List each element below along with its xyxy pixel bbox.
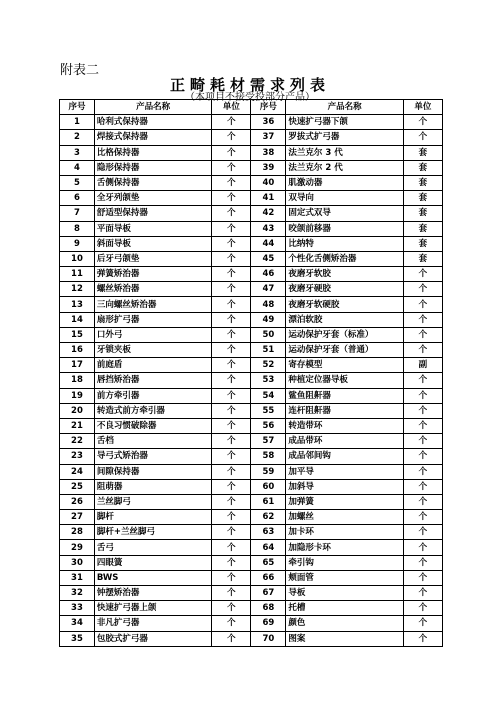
product-name-cell: 钟摆矫治器 xyxy=(94,586,211,601)
document-subtitle: （本项目不接受投部分产品） xyxy=(185,92,315,103)
product-name-cell: 导弓式矫治器 xyxy=(94,449,211,464)
seq-cell: 34 xyxy=(60,616,95,631)
seq-cell: 13 xyxy=(60,297,95,312)
table-row xyxy=(60,267,443,282)
seq-cell: 59 xyxy=(251,464,286,479)
product-name-cell: 唇挡矫治器 xyxy=(94,373,211,388)
seq-cell: 14 xyxy=(60,312,95,327)
seq-cell: 16 xyxy=(60,343,95,358)
table-header-row xyxy=(60,100,443,115)
unit-cell: 个 xyxy=(212,130,251,145)
table-body xyxy=(60,115,443,647)
table-row xyxy=(60,479,443,494)
product-name-cell: 成品邻间钩 xyxy=(286,449,403,464)
unit-cell: 个 xyxy=(403,297,442,312)
seq-cell: 66 xyxy=(251,570,286,585)
unit-cell: 个 xyxy=(403,570,442,585)
unit-cell: 个 xyxy=(403,282,442,297)
seq-cell: 38 xyxy=(251,145,286,160)
seq-cell: 42 xyxy=(251,206,286,221)
unit-cell: 套 xyxy=(403,160,442,175)
seq-cell: 15 xyxy=(60,327,95,342)
table-row xyxy=(60,403,443,418)
unit-cell: 个 xyxy=(212,540,251,555)
unit-cell: 个 xyxy=(403,418,442,433)
seq-cell: 68 xyxy=(251,601,286,616)
unit-cell: 个 xyxy=(212,373,251,388)
unit-cell: 个 xyxy=(212,358,251,373)
product-name-cell: 转造式前方牵引器 xyxy=(94,403,211,418)
unit-cell: 个 xyxy=(212,327,251,342)
product-name-cell: 螺丝矫治器 xyxy=(94,282,211,297)
unit-cell: 个 xyxy=(212,343,251,358)
table-row xyxy=(60,191,443,206)
header-seq-left: 序号 xyxy=(60,100,95,115)
table-row xyxy=(60,312,443,327)
seq-cell: 10 xyxy=(60,251,95,266)
unit-cell: 个 xyxy=(212,145,251,160)
product-name-cell: 舒适型保持器 xyxy=(94,206,211,221)
product-name-cell: 导板 xyxy=(286,586,403,601)
unit-cell: 个 xyxy=(212,449,251,464)
seq-cell: 25 xyxy=(60,479,95,494)
unit-cell: 套 xyxy=(403,221,442,236)
table-row xyxy=(60,449,443,464)
unit-cell: 个 xyxy=(403,343,442,358)
seq-cell: 32 xyxy=(60,586,95,601)
seq-cell: 29 xyxy=(60,540,95,555)
seq-cell: 37 xyxy=(251,130,286,145)
seq-cell: 70 xyxy=(251,631,286,646)
product-name-cell: 阻萌器 xyxy=(94,479,211,494)
seq-cell: 52 xyxy=(251,358,286,373)
table-row xyxy=(60,343,443,358)
product-name-cell: 寄存模型 xyxy=(286,358,403,373)
unit-cell: 个 xyxy=(403,479,442,494)
product-name-cell: 牵引钩 xyxy=(286,555,403,570)
seq-cell: 20 xyxy=(60,403,95,418)
product-name-cell: 弹簧矫治器 xyxy=(94,267,211,282)
product-name-cell: 四眼簧 xyxy=(94,555,211,570)
seq-cell: 48 xyxy=(251,297,286,312)
unit-cell: 个 xyxy=(212,251,251,266)
unit-cell: 个 xyxy=(212,601,251,616)
table-row xyxy=(60,586,443,601)
unit-cell: 个 xyxy=(403,449,442,464)
product-name-cell: 不良习惯破除器 xyxy=(94,418,211,433)
product-name-cell: 加弹簧 xyxy=(286,494,403,509)
seq-cell: 8 xyxy=(60,221,95,236)
product-name-cell: 固定式双导 xyxy=(286,206,403,221)
product-name-cell: 比纳特 xyxy=(286,236,403,251)
product-name-cell: 连杆阻鼾器 xyxy=(286,403,403,418)
table-row xyxy=(60,175,443,190)
seq-cell: 50 xyxy=(251,327,286,342)
product-name-cell: 牙锁夹板 xyxy=(94,343,211,358)
seq-cell: 30 xyxy=(60,555,95,570)
unit-cell: 个 xyxy=(403,388,442,403)
unit-cell: 个 xyxy=(403,601,442,616)
product-name-cell: 漂泊软胶 xyxy=(286,312,403,327)
product-name-cell: 运动保护牙套（标准） xyxy=(286,327,403,342)
product-name-cell: 鲨鱼阻鼾器 xyxy=(286,388,403,403)
seq-cell: 2 xyxy=(60,130,95,145)
seq-cell: 17 xyxy=(60,358,95,373)
seq-cell: 27 xyxy=(60,510,95,525)
unit-cell: 个 xyxy=(403,631,442,646)
product-name-cell: 前庭盾 xyxy=(94,358,211,373)
unit-cell: 套 xyxy=(403,206,442,221)
product-name-cell: 颜色 xyxy=(286,616,403,631)
product-name-cell: 转造带环 xyxy=(286,418,403,433)
seq-cell: 23 xyxy=(60,449,95,464)
table-row xyxy=(60,388,443,403)
seq-cell: 18 xyxy=(60,373,95,388)
product-name-cell: 快速扩弓器下颌 xyxy=(286,115,403,130)
product-name-cell: 个性化舌侧矫治器 xyxy=(286,251,403,266)
unit-cell: 个 xyxy=(212,494,251,509)
product-name-cell: 快速扩弓器上颌 xyxy=(94,601,211,616)
product-name-cell: 种植定位器导板 xyxy=(286,373,403,388)
unit-cell: 个 xyxy=(212,510,251,525)
seq-cell: 67 xyxy=(251,586,286,601)
seq-cell: 56 xyxy=(251,418,286,433)
unit-cell: 个 xyxy=(212,160,251,175)
table-row xyxy=(60,434,443,449)
product-name-cell: 哈利式保持器 xyxy=(94,115,211,130)
seq-cell: 24 xyxy=(60,464,95,479)
product-name-cell: 加卡环 xyxy=(286,525,403,540)
table-row xyxy=(60,631,443,646)
unit-cell: 个 xyxy=(403,267,442,282)
seq-cell: 69 xyxy=(251,616,286,631)
product-name-cell: 加螺丝 xyxy=(286,510,403,525)
table-row xyxy=(60,282,443,297)
product-name-cell: 舌侧保持器 xyxy=(94,175,211,190)
product-name-cell: 双导向 xyxy=(286,191,403,206)
table-row xyxy=(60,616,443,631)
unit-cell: 个 xyxy=(212,175,251,190)
unit-cell: 个 xyxy=(212,206,251,221)
unit-cell: 个 xyxy=(212,586,251,601)
seq-cell: 62 xyxy=(251,510,286,525)
product-name-cell: 罗拔式扩弓器 xyxy=(286,130,403,145)
table-row xyxy=(60,115,443,130)
table-row xyxy=(60,251,443,266)
unit-cell: 个 xyxy=(403,586,442,601)
table-row xyxy=(60,464,443,479)
seq-cell: 55 xyxy=(251,403,286,418)
seq-cell: 58 xyxy=(251,449,286,464)
header-unit-right: 单位 xyxy=(403,100,442,115)
product-name-cell: 运动保护牙套（普通） xyxy=(286,343,403,358)
unit-cell: 个 xyxy=(403,327,442,342)
table-row xyxy=(60,327,443,342)
seq-cell: 9 xyxy=(60,236,95,251)
table-row xyxy=(60,418,443,433)
table-row xyxy=(60,160,443,175)
seq-cell: 57 xyxy=(251,434,286,449)
seq-cell: 4 xyxy=(60,160,95,175)
seq-cell: 6 xyxy=(60,191,95,206)
product-name-cell: 焊接式保持器 xyxy=(94,130,211,145)
product-name-cell: 加斜导 xyxy=(286,479,403,494)
requirements-table xyxy=(59,99,443,647)
unit-cell: 个 xyxy=(403,464,442,479)
product-name-cell: 平面导板 xyxy=(94,221,211,236)
unit-cell: 副 xyxy=(403,358,442,373)
table-row xyxy=(60,297,443,312)
seq-cell: 61 xyxy=(251,494,286,509)
unit-cell: 个 xyxy=(212,236,251,251)
unit-cell: 个 xyxy=(212,388,251,403)
table-row xyxy=(60,494,443,509)
product-name-cell: 扇形扩弓器 xyxy=(94,312,211,327)
unit-cell: 套 xyxy=(403,191,442,206)
table-row xyxy=(60,206,443,221)
product-name-cell: 颊面管 xyxy=(286,570,403,585)
product-name-cell: 图案 xyxy=(286,631,403,646)
product-name-cell: 三向螺丝矫治器 xyxy=(94,297,211,312)
unit-cell: 个 xyxy=(212,267,251,282)
unit-cell: 个 xyxy=(403,616,442,631)
seq-cell: 60 xyxy=(251,479,286,494)
seq-cell: 36 xyxy=(251,115,286,130)
product-name-cell: 非凡扩弓器 xyxy=(94,616,211,631)
unit-cell: 个 xyxy=(212,631,251,646)
seq-cell: 19 xyxy=(60,388,95,403)
header-seq-right: 序号 xyxy=(251,100,286,115)
unit-cell: 个 xyxy=(212,418,251,433)
header-name-left: 产品名称 xyxy=(94,100,211,115)
product-name-cell: 全牙列颌垫 xyxy=(94,191,211,206)
header-name-right: 产品名称 xyxy=(286,100,403,115)
unit-cell: 个 xyxy=(212,115,251,130)
seq-cell: 46 xyxy=(251,267,286,282)
unit-cell: 个 xyxy=(212,525,251,540)
unit-cell: 套 xyxy=(403,251,442,266)
unit-cell: 个 xyxy=(212,555,251,570)
table-row xyxy=(60,540,443,555)
unit-cell: 个 xyxy=(403,312,442,327)
document-title: 正畸耗材需求列表 xyxy=(169,76,330,94)
product-name-cell: 法兰克尔 2 代 xyxy=(286,160,403,175)
seq-cell: 26 xyxy=(60,494,95,509)
seq-cell: 7 xyxy=(60,206,95,221)
unit-cell: 个 xyxy=(212,434,251,449)
product-name-cell: 肌激动器 xyxy=(286,175,403,190)
seq-cell: 45 xyxy=(251,251,286,266)
product-name-cell: 成品带环 xyxy=(286,434,403,449)
product-name-cell: 脚杆 xyxy=(94,510,211,525)
unit-cell: 套 xyxy=(403,145,442,160)
product-name-cell: 包胶式扩弓器 xyxy=(94,631,211,646)
product-name-cell: 兰丝脚弓 xyxy=(94,494,211,509)
seq-cell: 21 xyxy=(60,418,95,433)
seq-cell: 44 xyxy=(251,236,286,251)
unit-cell: 个 xyxy=(212,297,251,312)
seq-cell: 54 xyxy=(251,388,286,403)
seq-cell: 11 xyxy=(60,267,95,282)
product-name-cell: 加隐形卡环 xyxy=(286,540,403,555)
seq-cell: 39 xyxy=(251,160,286,175)
product-name-cell: 托槽 xyxy=(286,601,403,616)
product-name-cell: 口外弓 xyxy=(94,327,211,342)
product-name-cell: 夜磨牙硬胶 xyxy=(286,282,403,297)
product-name-cell: 比格保持器 xyxy=(94,145,211,160)
unit-cell: 个 xyxy=(212,221,251,236)
table-row xyxy=(60,236,443,251)
unit-cell: 个 xyxy=(403,540,442,555)
product-name-cell: 间隙保持器 xyxy=(94,464,211,479)
product-name-cell: 隐形保持器 xyxy=(94,160,211,175)
seq-cell: 33 xyxy=(60,601,95,616)
unit-cell: 个 xyxy=(403,555,442,570)
table-row xyxy=(60,145,443,160)
unit-cell: 个 xyxy=(212,282,251,297)
table-row xyxy=(60,358,443,373)
table-row xyxy=(60,221,443,236)
seq-cell: 1 xyxy=(60,115,95,130)
table-row xyxy=(60,510,443,525)
unit-cell: 个 xyxy=(212,570,251,585)
product-name-cell: 夜磨牙软胶 xyxy=(286,267,403,282)
seq-cell: 22 xyxy=(60,434,95,449)
seq-cell: 47 xyxy=(251,282,286,297)
seq-cell: 28 xyxy=(60,525,95,540)
seq-cell: 65 xyxy=(251,555,286,570)
seq-cell: 35 xyxy=(60,631,95,646)
seq-cell: 43 xyxy=(251,221,286,236)
seq-cell: 40 xyxy=(251,175,286,190)
unit-cell: 个 xyxy=(212,464,251,479)
product-name-cell: 法兰克尔 3 代 xyxy=(286,145,403,160)
seq-cell: 31 xyxy=(60,570,95,585)
unit-cell: 个 xyxy=(212,479,251,494)
seq-cell: 51 xyxy=(251,343,286,358)
table-row xyxy=(60,525,443,540)
table-row xyxy=(60,570,443,585)
unit-cell: 个 xyxy=(403,434,442,449)
seq-cell: 53 xyxy=(251,373,286,388)
unit-cell: 个 xyxy=(212,616,251,631)
product-name-cell: 加平导 xyxy=(286,464,403,479)
table-row xyxy=(60,130,443,145)
product-name-cell: 后牙弓颌垫 xyxy=(94,251,211,266)
table-row xyxy=(60,601,443,616)
product-name-cell: 夜磨牙软硬胶 xyxy=(286,297,403,312)
seq-cell: 5 xyxy=(60,175,95,190)
seq-cell: 63 xyxy=(251,525,286,540)
unit-cell: 套 xyxy=(403,236,442,251)
seq-cell: 41 xyxy=(251,191,286,206)
product-name-cell: 脚杆+兰丝脚弓 xyxy=(94,525,211,540)
unit-cell: 个 xyxy=(403,130,442,145)
unit-cell: 个 xyxy=(403,373,442,388)
appendix-label: 附表二 xyxy=(60,63,100,78)
unit-cell: 个 xyxy=(403,510,442,525)
unit-cell: 个 xyxy=(212,312,251,327)
unit-cell: 个 xyxy=(212,403,251,418)
unit-cell: 个 xyxy=(403,403,442,418)
header-unit-left: 单位 xyxy=(212,100,251,115)
product-name-cell: 舌弓 xyxy=(94,540,211,555)
product-name-cell: 斜面导板 xyxy=(94,236,211,251)
unit-cell: 个 xyxy=(403,494,442,509)
table-row xyxy=(60,555,443,570)
unit-cell: 个 xyxy=(403,115,442,130)
product-name-cell: 前方牵引器 xyxy=(94,388,211,403)
seq-cell: 12 xyxy=(60,282,95,297)
product-name-cell: BWS xyxy=(94,570,211,585)
table-row xyxy=(60,373,443,388)
unit-cell: 个 xyxy=(403,525,442,540)
unit-cell: 套 xyxy=(403,175,442,190)
seq-cell: 49 xyxy=(251,312,286,327)
product-name-cell: 舌档 xyxy=(94,434,211,449)
seq-cell: 3 xyxy=(60,145,95,160)
product-name-cell: 咬颌前移器 xyxy=(286,221,403,236)
unit-cell: 个 xyxy=(212,191,251,206)
seq-cell: 64 xyxy=(251,540,286,555)
